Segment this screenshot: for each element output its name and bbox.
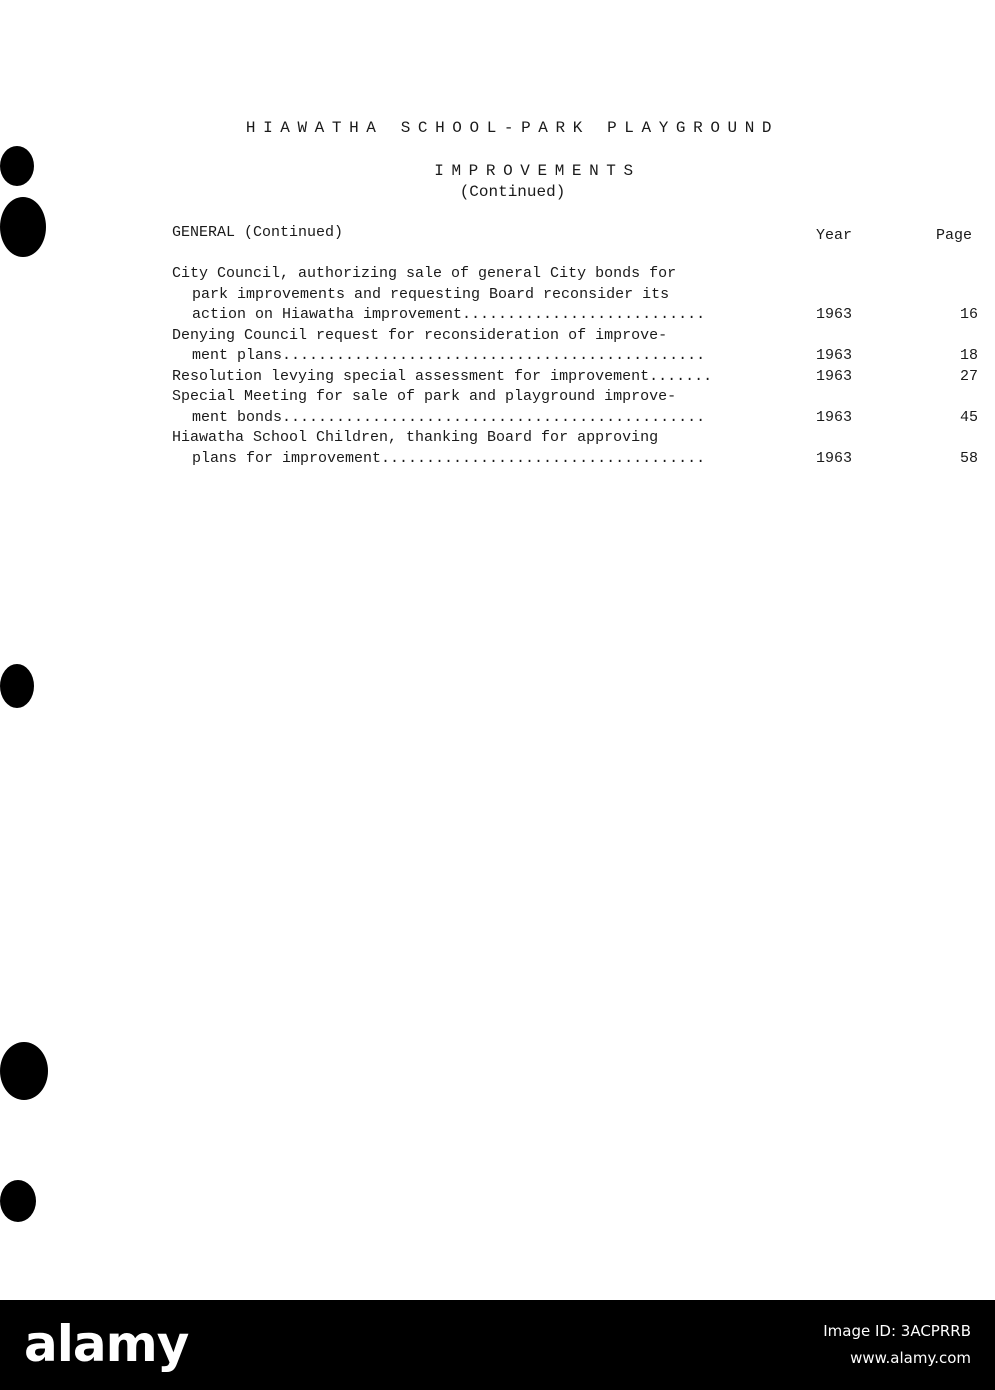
entry-text: park improvements and requesting Board reconsider its	[192, 285, 670, 303]
section-label: GENERAL (Continued)	[172, 224, 344, 241]
page-subtitle: IMPROVEMENTS	[434, 162, 641, 180]
image-id-label: Image ID: 3ACPRRB	[823, 1322, 971, 1340]
entry-year: 1963	[816, 408, 853, 426]
entry-page: 16	[959, 306, 978, 323]
binder-hole	[0, 1042, 48, 1100]
entry-line	[0, 367, 995, 388]
entry-line	[0, 305, 995, 326]
entry-text: ment bonds...............................................	[192, 408, 706, 426]
entry-text: City Council, authorizing sale of general City bonds for	[172, 265, 677, 282]
entry-text: plans for improvement....................................	[192, 449, 706, 467]
page-column-header: Page	[936, 227, 973, 244]
entry-line	[0, 387, 995, 408]
entry-page: 27	[959, 367, 978, 385]
entry-page: 45	[959, 408, 978, 426]
entry-line	[0, 285, 995, 306]
entry-year: 1963	[816, 367, 853, 385]
site-url: www.alamy.com	[850, 1349, 971, 1367]
entry-text: ment plans...............................................	[192, 347, 706, 364]
entry-line	[0, 408, 995, 429]
entry-line	[0, 326, 995, 347]
entry-line	[0, 346, 995, 367]
index-entries	[0, 264, 995, 469]
binder-hole	[0, 664, 34, 708]
entry-line	[0, 449, 995, 470]
entry-year: 1963	[816, 449, 853, 467]
entry-line	[0, 264, 995, 285]
continued-label: (Continued)	[459, 183, 566, 201]
entry-text: action on Hiawatha improvement...........................	[192, 306, 706, 323]
entry-page: 18	[959, 347, 978, 364]
entry-line	[0, 428, 995, 449]
entry-text: Resolution levying special assessment for improvement.......	[172, 367, 713, 385]
binder-hole	[0, 1180, 36, 1222]
entry-text: Denying Council request for reconsideration of improve-	[172, 326, 668, 344]
entry-text: Hiawatha School Children, thanking Board for approving	[172, 429, 659, 446]
entry-text: Special Meeting for sale of park and playground improve-	[172, 388, 677, 405]
binder-hole	[0, 197, 46, 257]
alamy-logo: alamy	[24, 1315, 189, 1373]
entry-page: 58	[959, 449, 978, 467]
year-column-header: Year	[816, 227, 853, 244]
entry-year: 1963	[816, 347, 853, 364]
entry-year: 1963	[816, 306, 853, 323]
page-title: HIAWATHA SCHOOL-PARK PLAYGROUND	[245, 119, 780, 137]
